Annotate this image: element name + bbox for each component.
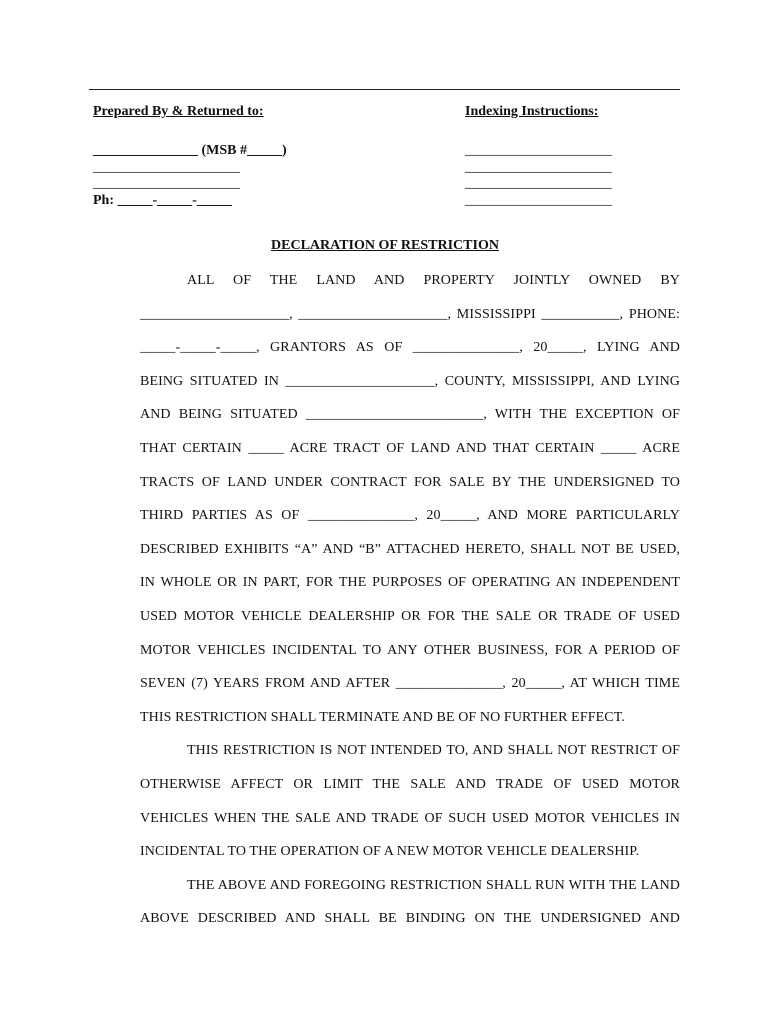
paragraph-line: IN WHOLE OR IN PART, FOR THE PURPOSES OF OPERATING AN INDEPENDENT xyxy=(140,575,680,591)
paragraph-line: OTHERWISE AFFECT OR LIMIT THE SALE AND TRADE OF USED MOTOR xyxy=(140,776,680,792)
paragraph-line: THIRD PARTIES AS OF _______________, 20_____, AND MORE PARTICULARLY xyxy=(140,508,680,524)
indexing-instructions-title: Indexing Instructions: xyxy=(465,104,599,119)
paragraph-line: _____________________, _____________________, MISSISSIPPI ___________, PHONE: xyxy=(140,306,680,322)
prepared-by-block xyxy=(93,104,287,209)
paragraph-line: MOTOR VEHICLES INCIDENTAL TO ANY OTHER BUSINESS, FOR A PERIOD OF xyxy=(140,642,680,658)
paragraph-line: ABOVE DESCRIBED AND SHALL BE BINDING ON THE UNDERSIGNED AND xyxy=(140,911,680,927)
paragraph-3 xyxy=(93,869,680,936)
indexing-line-1: _____________________ xyxy=(465,143,612,158)
document-title: DECLARATION OF RESTRICTION xyxy=(271,238,499,253)
prepared-by-title: Prepared By & Returned to: xyxy=(93,104,264,119)
paragraph-line: BEING SITUATED IN _____________________, COUNTY, MISSISSIPPI, AND LYING xyxy=(140,373,680,389)
preparer-phone-line: Ph: _____-_____-_____ xyxy=(93,192,232,208)
paragraph-line: _____-_____-_____, GRANTORS AS OF _______________, 20_____, LYING AND xyxy=(140,340,680,356)
indexing-instructions-block xyxy=(465,104,612,209)
paragraph-line: USED MOTOR VEHICLE DEALERSHIP OR FOR THE SALE OR TRADE OF USED xyxy=(140,608,680,624)
paragraph-1 xyxy=(93,264,680,734)
paragraph-2 xyxy=(93,734,680,868)
top-rule xyxy=(89,89,680,90)
paragraph-line: VEHICLES WHEN THE SALE AND TRADE OF SUCH USED MOTOR VEHICLES IN xyxy=(140,810,680,826)
paragraph-line: DESCRIBED EXHIBITS “A” AND “B” ATTACHED HERETO, SHALL NOT BE USED, xyxy=(140,541,680,557)
indexing-line-2: _____________________ xyxy=(465,159,612,175)
document-body xyxy=(93,264,680,936)
paragraph-line: THIS RESTRICTION IS NOT INTENDED TO, AND SHALL NOT RESTRICT OF xyxy=(187,743,680,759)
paragraph-line: ALL OF THE LAND AND PROPERTY JOINTLY OWNED BY xyxy=(187,273,680,288)
paragraph-line: TRACTS OF LAND UNDER CONTRACT FOR SALE BY THE UNDERSIGNED TO xyxy=(140,474,680,490)
paragraph-line: THE ABOVE AND FOREGOING RESTRICTION SHALL RUN WITH THE LAND xyxy=(187,877,680,893)
preparer-name-line: _______________ (MSB #_____) xyxy=(93,143,287,158)
paragraph-line: THIS RESTRICTION SHALL TERMINATE AND BE OF NO FURTHER EFFECT. xyxy=(140,709,625,725)
preparer-address-line-1: _____________________ xyxy=(93,159,240,175)
paragraph-line: INCIDENTAL TO THE OPERATION OF A NEW MOTOR VEHICLE DEALERSHIP. xyxy=(140,844,640,860)
paragraph-line: THAT CERTAIN _____ ACRE TRACT OF LAND AND THAT CERTAIN _____ ACRE xyxy=(140,440,680,456)
indexing-line-4: _____________________ xyxy=(465,192,612,208)
preparer-address-line-2: _____________________ xyxy=(93,176,240,191)
paragraph-line: AND BEING SITUATED _________________________, WITH THE EXCEPTION OF xyxy=(140,407,680,423)
indexing-line-3: _____________________ xyxy=(465,176,612,191)
paragraph-line: SEVEN (7) YEARS FROM AND AFTER _______________, 20_____, AT WHICH TIME xyxy=(140,676,680,692)
